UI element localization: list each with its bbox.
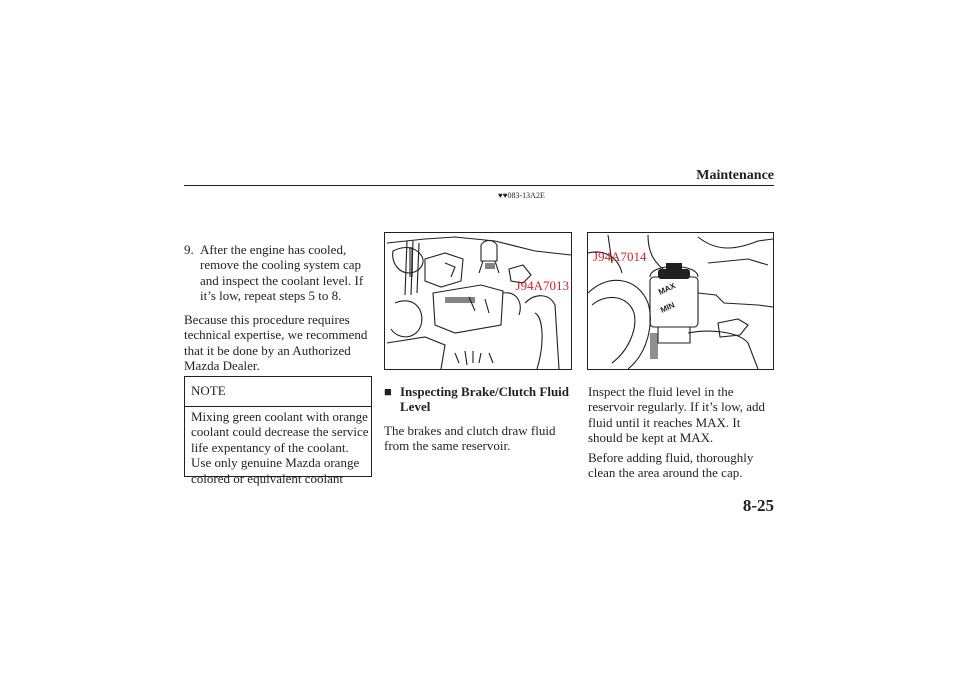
section-title: Maintenance	[696, 168, 774, 183]
note-title: NOTE	[191, 383, 226, 398]
section-marker-icon: ■	[384, 384, 392, 399]
brake-reservoir-figure	[587, 232, 774, 370]
note-header	[185, 377, 371, 407]
figure-code-1: J94A7013	[515, 278, 569, 293]
engine-bay-illustration	[385, 233, 571, 369]
dealer-paragraph: Because this procedure requires technical expertise, we recommend that it be done by an Authorized Mazda Dealer.	[184, 312, 368, 374]
doc-code	[498, 191, 545, 200]
note-body: Mixing green coolant with orange coolant could decrease the service life expentancy of the coolant. Use only genuine Mazda orange colored or equivalent coolant	[191, 409, 369, 486]
reservoir-paragraph: The brakes and clutch draw fluid from the same reservoir.	[384, 423, 556, 454]
step-number: 9.	[184, 242, 194, 257]
min-mark-label: MIN	[659, 300, 677, 315]
step-text: After the engine has cooled, remove the cooling system cap and inspect the coolant level. If it’s low, repeat steps 5 to 8.	[200, 242, 364, 304]
figure-code-2: J94A7014	[593, 249, 647, 264]
doc-code-text: 083-13A2E	[507, 191, 545, 200]
max-mark-label: MAX	[657, 281, 677, 297]
header-rule	[184, 185, 774, 186]
doc-code-marks: ♥♥	[498, 191, 508, 200]
note-box	[184, 376, 372, 486]
engine-bay-figure	[384, 232, 572, 370]
page-number: 8-25	[742, 496, 774, 515]
section-heading-text: Inspecting Brake/Clutch Fluid Level	[400, 384, 570, 415]
clean-paragraph: Before adding fluid, thoroughly clean the area around the cap.	[588, 450, 754, 481]
inspect-paragraph: Inspect the fluid level in the reservoir regularly. If it’s low, add fluid until it reaches MAX. It should be kept at MAX.	[588, 384, 766, 446]
